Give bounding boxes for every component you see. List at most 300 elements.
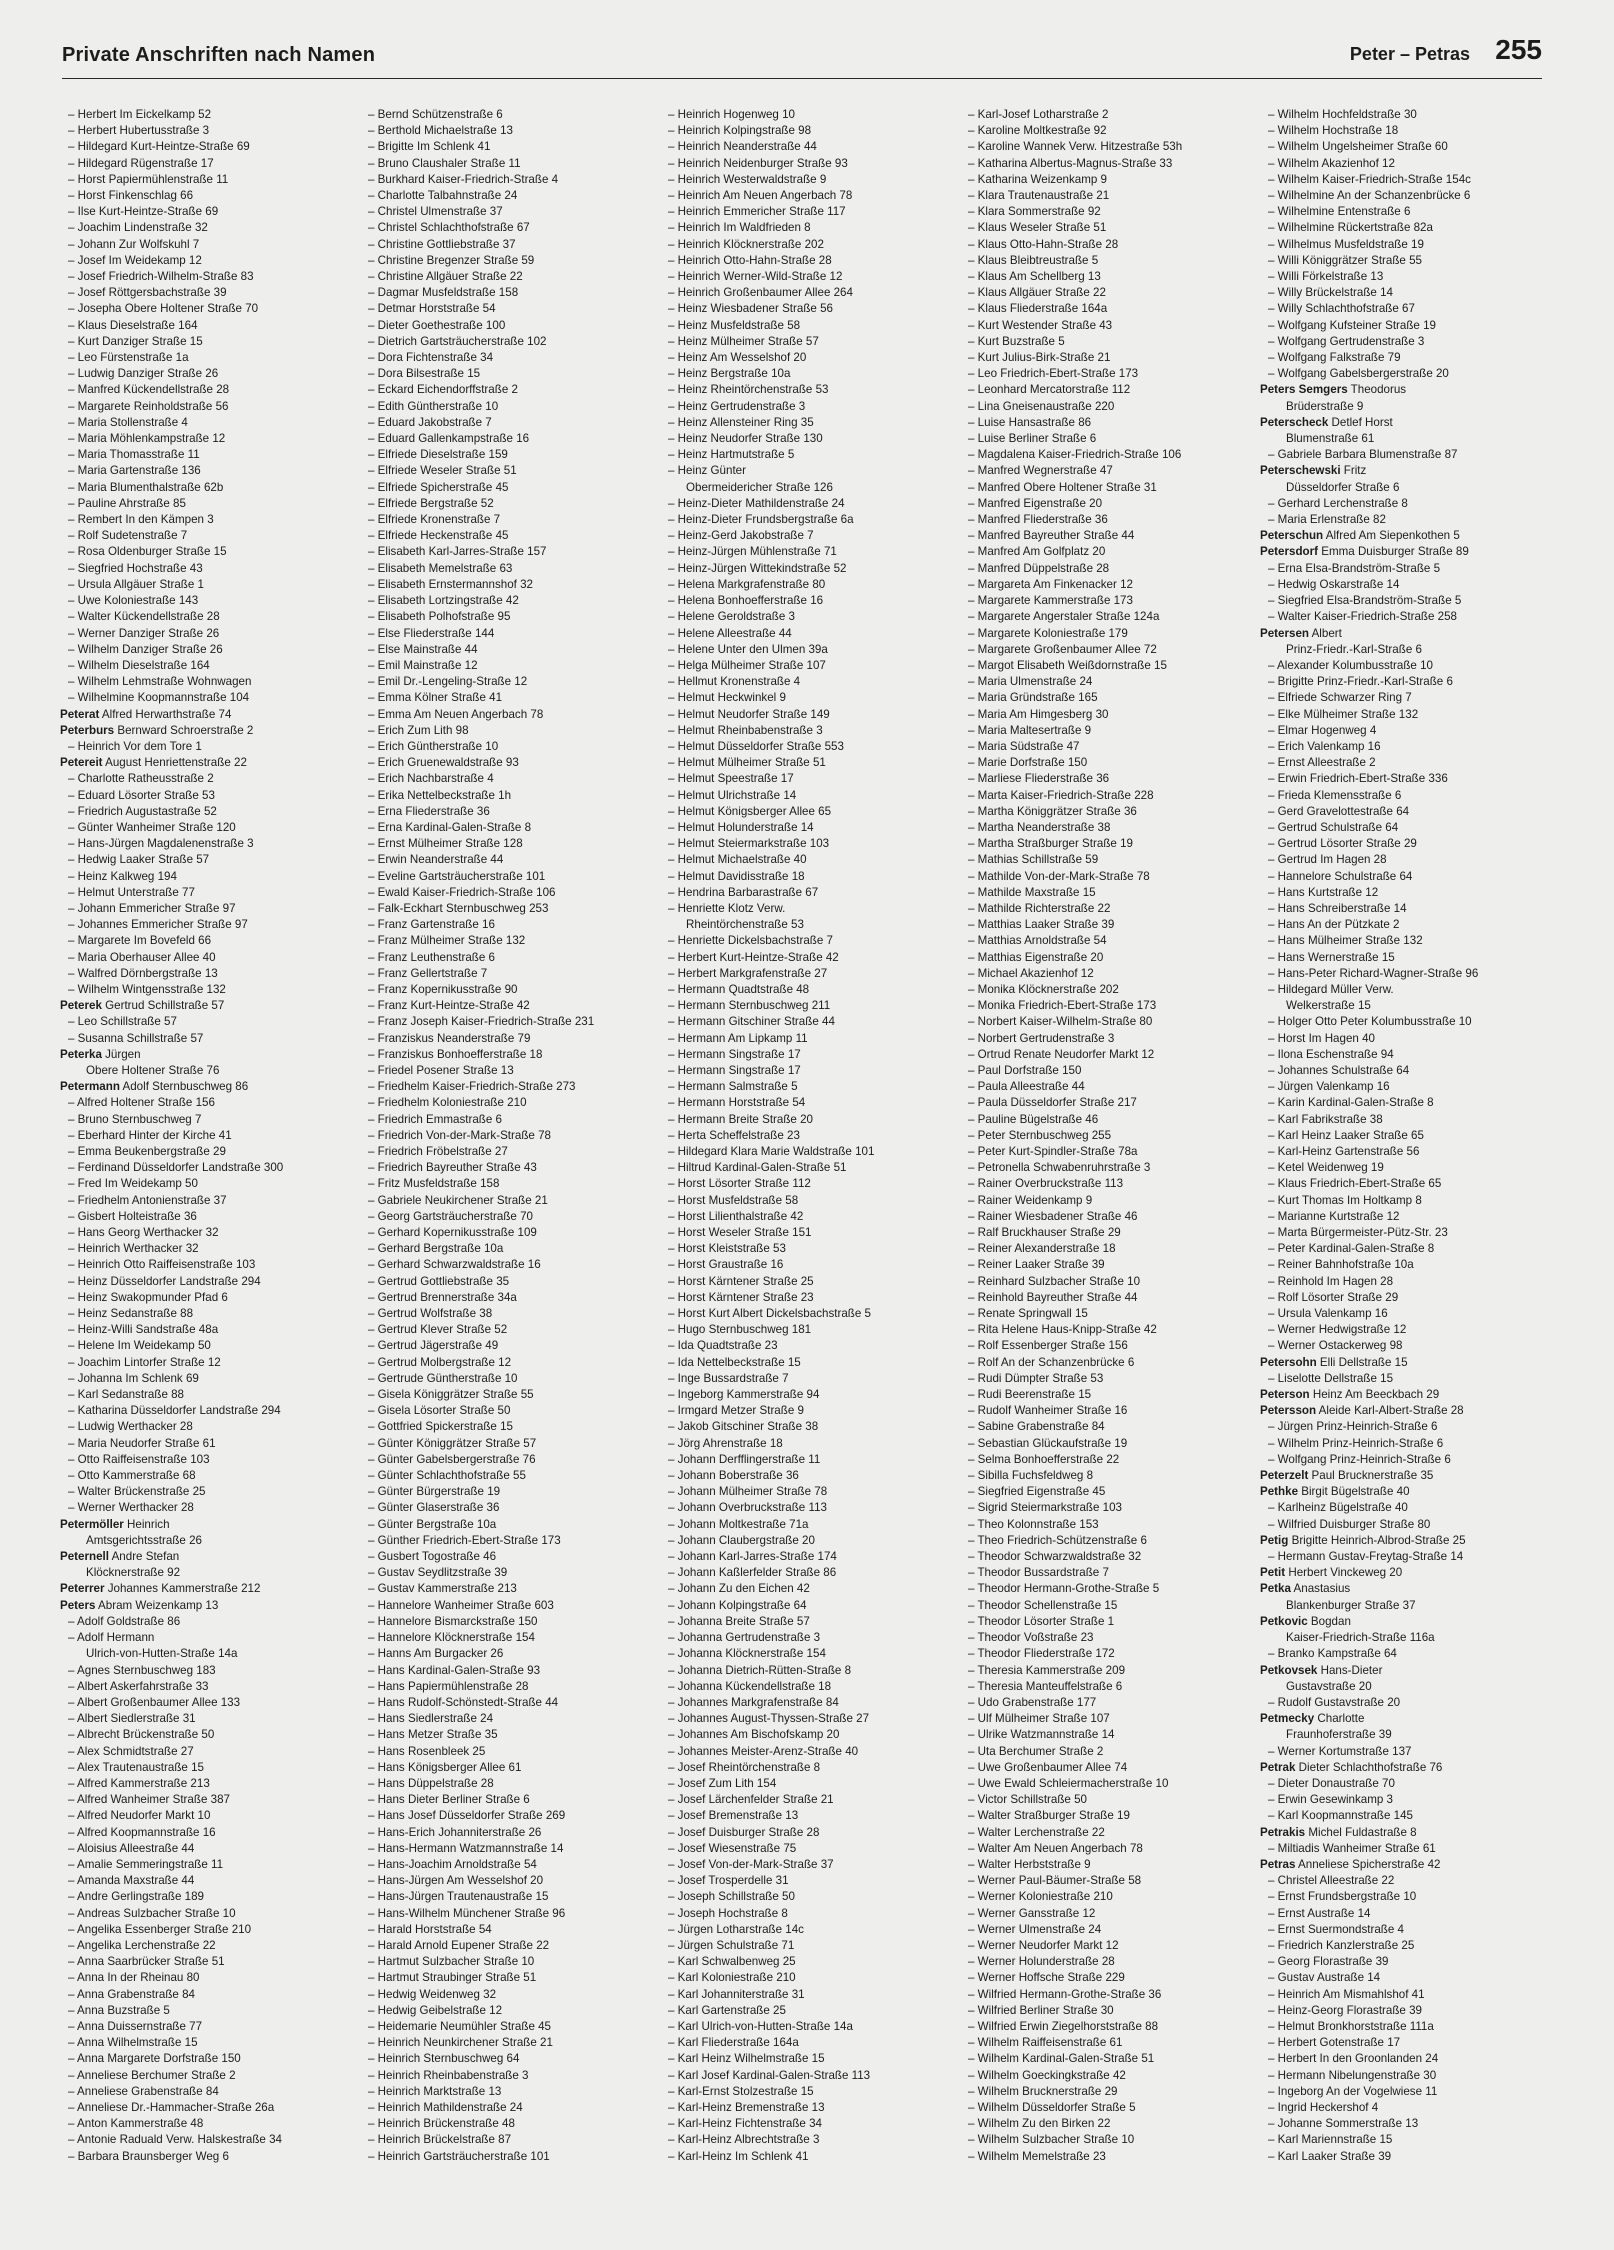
directory-entry: – Berthold Michaelstraße 13 — [368, 124, 513, 138]
directory-entry: – Werner Ostackerweg 98 — [1268, 1339, 1403, 1353]
directory-entry: – Walter Am Neuen Angerbach 78 — [968, 1841, 1143, 1855]
directory-entry: – Ida Quadtstraße 23 — [668, 1339, 778, 1353]
directory-entry: – Johann Zu den Eichen 42 — [668, 1582, 810, 1596]
directory-entry: – Joachim Lindenstraße 32 — [68, 221, 208, 235]
directory-entry: – Fritz Musfeldstraße 158 — [368, 1177, 500, 1191]
directory-entry: – Herbert Hubertusstraße 3 — [68, 124, 210, 138]
directory-entry: – Marianne Kurtstraße 12 — [1268, 1209, 1400, 1223]
directory-entry: – Helmut Neudorfer Straße 149 — [668, 707, 830, 721]
directory-entry: – Mathilde Von-der-Mark-Straße 78 — [968, 869, 1150, 883]
directory-entry: Welkerstraße 15 — [1286, 999, 1371, 1013]
directory-entry: – Albert Großenbaumer Allee 133 — [68, 1695, 241, 1709]
directory-entry: – Wilhelm Hochstraße 18 — [1268, 124, 1399, 138]
directory-entry: – Susanna Schillstraße 57 — [68, 1031, 204, 1045]
directory-entry: – Hans Dieter Berliner Straße 6 — [368, 1793, 530, 1807]
directory-entry: – Christine Bregenzer Straße 59 — [368, 253, 535, 267]
directory-entry: – Horst Kärntener Straße 23 — [668, 1290, 814, 1304]
directory-entry: – Ingeborg An der Vogelwiese 11 — [1268, 2084, 1438, 2098]
directory-entry: – Wilhelm Wintgensstraße 132 — [68, 982, 226, 996]
directory-entry: – Norbert Gertrudenstraße 3 — [968, 1031, 1115, 1045]
directory-entry: – Rudi Dümpter Straße 53 — [968, 1371, 1104, 1385]
directory-entry: – Christel Ulmenstraße 37 — [368, 205, 503, 219]
directory-entry: – Erna Elsa-Brandström-Straße 5 — [1268, 561, 1441, 575]
directory-entry: – Siegfried Elsa-Brandström-Straße 5 — [1268, 594, 1462, 608]
directory-entry: Peterson Heinz Am Beeckbach 29 — [1260, 1388, 1440, 1402]
directory-entry: – Georg Florastraße 39 — [1268, 1955, 1389, 1969]
surname: Peters — [60, 1598, 96, 1612]
surname: Petermann — [60, 1080, 120, 1094]
directory-entry: – Heinz Neudorfer Straße 130 — [668, 432, 823, 446]
directory-entry: – Alfred Holtener Straße 156 — [68, 1096, 215, 1110]
directory-entry: – Theodor Lösorter Straße 1 — [968, 1614, 1115, 1628]
directory-entry: – Hildegard Kurt-Heintze-Straße 69 — [68, 140, 250, 154]
directory-entry: – Franz Leuthenstraße 6 — [368, 950, 495, 964]
directory-entry: – Johanna Klöcknerstraße 154 — [668, 1647, 826, 1661]
directory-entry: – Elisabeth Ernstermannshof 32 — [368, 577, 533, 591]
directory-entry: – Dieter Donaustraße 70 — [1268, 1776, 1395, 1790]
directory-entry: – Margareta Am Finkenacker 12 — [968, 577, 1133, 591]
directory-entry: – Pauline Ahrstraße 85 — [68, 496, 186, 510]
surname: Peternell — [60, 1550, 109, 1564]
directory-entry: – Karl-Josef Lotharstraße 2 — [968, 108, 1109, 121]
directory-entry: – Manfred Bayreuther Straße 44 — [968, 529, 1135, 543]
directory-entry: – Maria Stollenstraße 4 — [68, 415, 188, 429]
directory-entry: Peterschewski Fritz — [1260, 464, 1367, 478]
directory-entry: – Heinrich Vor dem Tore 1 — [68, 739, 202, 753]
directory-entry: – Wilhelmine Rückertstraße 82a — [1268, 221, 1433, 235]
directory-entry: – Andre Gerlingstraße 189 — [68, 1890, 204, 1904]
directory-entry: – Agnes Sternbuschweg 183 — [68, 1663, 216, 1677]
directory-entry: Rheintörchenstraße 53 — [686, 918, 804, 932]
directory-entry: – Johann Mülheimer Straße 78 — [668, 1485, 828, 1499]
directory-entry: – Hans-Peter Richard-Wagner-Straße 96 — [1268, 966, 1479, 980]
directory-entry: – Helmut Davidisstraße 18 — [668, 869, 805, 883]
directory-entry: – Mathilde Maxstraße 15 — [968, 885, 1096, 899]
column-4 — [960, 107, 1260, 2165]
directory-entry: – Margarete Kammerstraße 173 — [968, 594, 1133, 608]
directory-entry: – Hermann Quadtstraße 48 — [668, 982, 810, 996]
directory-entry: – Hiltrud Kardinal-Galen-Straße 51 — [668, 1161, 847, 1175]
directory-entry: – Eduard Jakobstraße 7 — [368, 415, 492, 429]
directory-entry: – Eckard Eichendorffstraße 2 — [368, 383, 518, 397]
directory-entry: – Eberhard Hinter der Kirche 41 — [68, 1128, 232, 1142]
directory-entry: Peterburs Bernward Schroerstraße 2 — [60, 723, 254, 737]
surname: Peterschewski — [1260, 464, 1341, 478]
directory-entry: – Wolfgang Kufsteiner Straße 19 — [1268, 318, 1436, 332]
directory-entry: – Josef Bremenstraße 13 — [668, 1809, 799, 1823]
directory-entry: – Theodor Bussardstraße 7 — [968, 1566, 1109, 1580]
directory-entry: – Gabriele Barbara Blumenstraße 87 — [1268, 448, 1458, 462]
directory-entry: – Walter Herbststraße 9 — [968, 1857, 1091, 1871]
directory-entry: – Miltiadis Wanheimer Straße 61 — [1268, 1841, 1436, 1855]
directory-entry: – Maria Gartenstraße 136 — [68, 464, 201, 478]
directory-entry: – Christel Alleestraße 22 — [1268, 1874, 1395, 1888]
directory-entry: – Alex Schmidtstraße 27 — [68, 1744, 194, 1758]
directory-entry: – Rainer Overbruckstraße 113 — [968, 1177, 1124, 1191]
directory-columns — [60, 107, 1560, 2165]
directory-entry: – Hildegard Rügenstraße 17 — [68, 156, 214, 170]
directory-entry: – Gerhard Bergstraße 10a — [368, 1242, 504, 1256]
directory-entry: – Brigitte Prinz-Friedr.-Karl-Straße 6 — [1268, 675, 1453, 689]
directory-entry: – Hannelore Bismarckstraße 150 — [368, 1614, 538, 1628]
directory-entry: – Siegfried Eigenstraße 45 — [968, 1485, 1106, 1499]
directory-entry: – Gerd Gravelottestraße 64 — [1268, 804, 1410, 818]
directory-entry: – Hans Kurtstraße 12 — [1268, 885, 1379, 899]
directory-entry: – Ferdinand Düsseldorfer Landstraße 300 — [68, 1161, 284, 1175]
directory-entry: – Matthias Laaker Straße 39 — [968, 918, 1115, 932]
directory-entry: – Hartmut Straubinger Straße 51 — [368, 1971, 537, 1985]
directory-entry: – Heinz-Willi Sandstraße 48a — [68, 1323, 219, 1337]
directory-entry: – Marie Dorfstraße 150 — [968, 756, 1088, 770]
directory-entry: – Wilhelm Danziger Straße 26 — [68, 642, 223, 656]
directory-entry: – Angelika Essenberger Straße 210 — [68, 1922, 252, 1936]
directory-entry: – Herta Scheffelstraße 23 — [668, 1128, 800, 1142]
directory-entry: – Karl Mariennstraße 15 — [1268, 2133, 1393, 2147]
directory-entry: – Norbert Kaiser-Wilhelm-Straße 80 — [968, 1015, 1153, 1029]
directory-entry: – Otto Kammerstraße 68 — [68, 1469, 196, 1483]
surname: Petersen — [1260, 626, 1309, 640]
directory-entry: – Heinz Musfeldstraße 58 — [668, 318, 801, 332]
directory-entry: – Wilhelm Zu den Birken 22 — [968, 2117, 1111, 2131]
directory-entry: – Franz Kopernikusstraße 90 — [368, 982, 518, 996]
directory-entry: – Reiner Alexanderstraße 18 — [968, 1242, 1116, 1256]
directory-entry: – Helene Alleestraße 44 — [668, 626, 792, 640]
directory-entry: – Hermann Am Lipkamp 11 — [668, 1031, 808, 1045]
directory-entry: – Franz Mülheimer Straße 132 — [368, 934, 526, 948]
directory-entry: – Theodor Schwarzwaldstraße 32 — [968, 1550, 1142, 1564]
directory-entry: – Werner Neudorfer Markt 12 — [968, 1938, 1119, 1952]
directory-entry: – Hans Siedlerstraße 24 — [368, 1712, 494, 1726]
directory-entry: – Erwin Gesewinkamp 3 — [1268, 1793, 1394, 1807]
directory-entry: – Johann Derfflingerstraße 11 — [668, 1452, 821, 1466]
directory-entry: – Reinhard Sulzbacher Straße 10 — [968, 1274, 1141, 1288]
directory-entry: – Ortrud Renate Neudorfer Markt 12 — [968, 1047, 1155, 1061]
directory-entry: – Karl Laaker Straße 39 — [1268, 2149, 1392, 2163]
directory-entry: – Werner Gansstraße 12 — [968, 1906, 1096, 1920]
directory-entry: – Herbert Im Eickelkamp 52 — [68, 108, 212, 121]
directory-entry: – Emma Beukenbergstraße 29 — [68, 1145, 226, 1158]
directory-entry: – Bernd Schützenstraße 6 — [368, 108, 503, 121]
directory-entry: – Heinz-Dieter Mathildenstraße 24 — [668, 496, 845, 510]
directory-entry: – Rolf Sudetenstraße 7 — [68, 529, 188, 543]
directory-entry: – Hans Schreiberstraße 14 — [1268, 901, 1407, 915]
directory-entry: – Wolfgang Prinz-Heinrich-Straße 6 — [1268, 1452, 1451, 1466]
directory-entry: – Heinrich Brückenstraße 48 — [368, 2117, 515, 2131]
directory-entry: – Margarete Im Bovefeld 66 — [68, 934, 212, 948]
directory-entry: – Karl Fabrikstraße 38 — [1268, 1112, 1383, 1126]
directory-entry: Peterka Jürgen — [60, 1047, 141, 1061]
directory-entry: – Hans-Wilhelm Münchener Straße 96 — [368, 1906, 566, 1920]
directory-entry: – Helga Mülheimer Straße 107 — [668, 658, 826, 672]
directory-entry: Petras Anneliese Spicherstraße 42 — [1260, 1857, 1441, 1871]
directory-entry: – Rudolf Wanheimer Straße 16 — [968, 1404, 1128, 1418]
directory-entry: – Gertrud Klever Straße 52 — [368, 1323, 508, 1337]
directory-entry: – Alfred Neudorfer Markt 10 — [68, 1809, 211, 1823]
directory-entry: – Helmut Ulrichstraße 14 — [668, 788, 797, 802]
directory-entry: – Heinz-Gerd Jakobstraße 7 — [668, 529, 814, 543]
directory-entry: – Gertrud Lösorter Straße 29 — [1268, 837, 1417, 851]
directory-entry: – Wilfried Erwin Ziegelhorststraße 88 — [968, 2019, 1159, 2033]
directory-entry: – Karl Koopmannstraße 145 — [1268, 1809, 1414, 1823]
directory-entry: – Alex Trautenaustraße 15 — [68, 1760, 204, 1774]
directory-entry: – Josef Von-der-Mark-Straße 37 — [668, 1857, 834, 1871]
directory-entry: – Joachim Lintorfer Straße 12 — [68, 1355, 221, 1369]
directory-entry: – Marta Kaiser-Friedrich-Straße 228 — [968, 788, 1154, 802]
directory-entry: – Helmut Speestraße 17 — [668, 772, 794, 786]
directory-entry: – Anna Wilhelmstraße 15 — [68, 2036, 198, 2050]
directory-entry: – Martha Straßburger Straße 19 — [968, 837, 1133, 851]
directory-entry: – Gisela Lösorter Straße 50 — [368, 1404, 511, 1418]
directory-entry: – Emil Dr.-Lengeling-Straße 12 — [368, 675, 528, 689]
directory-entry: – Adolf Goldstraße 86 — [68, 1614, 181, 1628]
directory-entry: – Herbert Markgrafenstraße 27 — [668, 966, 828, 980]
surname: Petersdorf — [1260, 545, 1318, 559]
directory-entry: – Jakob Gitschiner Straße 38 — [668, 1420, 819, 1434]
directory-entry: – Inge Bussardstraße 7 — [668, 1371, 789, 1385]
directory-entry: – Horst Kurt Albert Dickelsbachstraße 5 — [668, 1307, 871, 1321]
directory-entry: – Maria Thomasstraße 11 — [68, 448, 200, 462]
directory-entry: – Horst Musfeldstraße 58 — [668, 1193, 799, 1207]
directory-entry: Amtsgerichtsstraße 26 — [86, 1533, 202, 1547]
directory-entry: – Gustav Austraße 14 — [1268, 1971, 1381, 1985]
directory-entry: – Franziskus Neanderstraße 79 — [368, 1031, 531, 1045]
directory-entry: – Gusbert Togostraße 46 — [368, 1550, 497, 1564]
directory-entry: Petka Anastasius — [1260, 1582, 1351, 1596]
directory-entry: Petkovsek Hans-Dieter — [1260, 1663, 1383, 1677]
directory-entry: – Wilfried Berliner Straße 30 — [968, 2003, 1114, 2017]
directory-entry: – Hellmut Kronenstraße 4 — [668, 675, 801, 689]
directory-entry: – Dieter Goethestraße 100 — [368, 318, 506, 332]
directory-entry: – Gertrud Brennerstraße 34a — [368, 1290, 517, 1304]
directory-entry: – Ulrike Watzmannstraße 14 — [968, 1728, 1115, 1742]
directory-entry: – Heinz Swakopmunder Pfad 6 — [68, 1290, 228, 1304]
directory-entry: – Elisabeth Memelstraße 63 — [368, 561, 513, 575]
directory-entry: – Walter Straßburger Straße 19 — [968, 1809, 1130, 1823]
directory-entry: – Hans Metzer Straße 35 — [368, 1728, 498, 1742]
directory-entry: – Karin Kardinal-Galen-Straße 8 — [1268, 1096, 1434, 1110]
directory-entry: – Alexander Kolumbusstraße 10 — [1268, 658, 1433, 672]
directory-entry: – Edith Güntherstraße 10 — [368, 399, 499, 413]
directory-entry: – Heinz Sedanstraße 88 — [68, 1307, 194, 1321]
surname: Pethke — [1260, 1485, 1299, 1499]
directory-entry: – Ralf Bruckhauser Straße 29 — [968, 1226, 1121, 1240]
directory-entry: – Christine Allgäuer Straße 22 — [368, 270, 523, 284]
directory-entry: – Heinrich Otto-Hahn-Straße 28 — [668, 253, 832, 267]
directory-entry: – Friedhelm Kaiser-Friedrich-Straße 273 — [368, 1080, 576, 1094]
directory-entry: – Hermann Horststraße 54 — [668, 1096, 806, 1110]
directory-entry: – Albert Askerfahrstraße 33 — [68, 1679, 209, 1693]
column-3 — [660, 107, 960, 2165]
directory-entry: Petermöller Heinrich — [60, 1517, 170, 1531]
directory-entry: – Wilhelm Memelstraße 23 — [968, 2149, 1106, 2163]
directory-entry: – Heinrich Neunkirchener Straße 21 — [368, 2036, 553, 2050]
directory-entry: – Selma Bonhoefferstraße 22 — [968, 1452, 1120, 1466]
directory-entry: – Gertrude Güntherstraße 10 — [368, 1371, 518, 1385]
directory-entry: – Elisabeth Karl-Jarres-Straße 157 — [368, 545, 547, 559]
directory-entry: – Alfred Kammerstraße 213 — [68, 1776, 210, 1790]
directory-entry: – Elfriede Spicherstraße 45 — [368, 480, 509, 494]
directory-entry: – Günther Friedrich-Ebert-Straße 173 — [368, 1533, 561, 1547]
directory-entry: – Manfred Fliederstraße 36 — [968, 513, 1108, 527]
directory-entry: – Matthias Eigenstraße 20 — [968, 950, 1104, 964]
directory-entry: – Uwe Großenbaumer Allee 74 — [968, 1760, 1128, 1774]
directory-entry: – Wilhelm Brucknerstraße 29 — [968, 2084, 1118, 2098]
directory-entry: – Amanda Maxstraße 44 — [68, 1874, 195, 1888]
directory-entry: – Jürgen Lotharstraße 14c — [668, 1922, 804, 1936]
directory-entry: – Uwe Ewald Schleiermacherstraße 10 — [968, 1776, 1169, 1790]
directory-entry: – Ludwig Danziger Straße 26 — [68, 367, 219, 381]
directory-entry: – Franz Gellertstraße 7 — [368, 966, 488, 980]
directory-entry: – Klara Trautenaustraße 21 — [968, 189, 1110, 203]
directory-entry: – Rainer Wiesbadener Straße 46 — [968, 1209, 1138, 1223]
directory-entry: – Hildegard Klara Marie Waldstraße 101 — [668, 1145, 875, 1158]
directory-entry: – Paula Alleestraße 44 — [968, 1080, 1085, 1094]
directory-entry: – Günter Königgrätzer Straße 57 — [368, 1436, 537, 1450]
directory-entry: – Ilona Eschenstraße 94 — [1268, 1047, 1394, 1061]
directory-entry: – Werner Hoffsche Straße 229 — [968, 1971, 1125, 1985]
directory-entry: – Ketel Weidenweg 19 — [1268, 1161, 1384, 1175]
directory-entry: – Heinrich Otto Raiffeisenstraße 103 — [68, 1258, 256, 1272]
directory-entry: – Joseph Hochstraße 8 — [668, 1906, 788, 1920]
directory-entry: – Holger Otto Peter Kolumbusstraße 10 — [1268, 1015, 1472, 1029]
directory-entry: – Rita Helene Haus-Knipp-Straße 42 — [968, 1323, 1157, 1337]
directory-entry: – Wilhelmine Koopmannstraße 104 — [68, 691, 250, 705]
directory-entry: – Hildegard Müller Verw. — [1268, 982, 1394, 996]
directory-entry: – Erwin Friedrich-Ebert-Straße 336 — [1268, 772, 1448, 786]
directory-entry: – Gerhard Kopernikusstraße 109 — [368, 1226, 537, 1240]
directory-entry: – Karl-Heinz Fichtenstraße 34 — [668, 2117, 823, 2131]
directory-entry: – Martha Neanderstraße 38 — [968, 820, 1111, 834]
surname: Peterson — [1260, 1388, 1310, 1402]
directory-entry: – Elisabeth Polhofstraße 95 — [368, 610, 511, 624]
directory-entry: – Günter Gabelsbergerstraße 76 — [368, 1452, 536, 1466]
surname: Petka — [1260, 1582, 1291, 1596]
directory-entry: – Werner Danziger Straße 26 — [68, 626, 220, 640]
directory-entry: – Josef Röttgersbachstraße 39 — [68, 286, 227, 300]
directory-entry: – Manfred Kückendellstraße 28 — [68, 383, 230, 397]
directory-entry: – Heinz Am Wesselshof 20 — [668, 351, 807, 365]
directory-entry: – Heinz Wiesbadener Straße 56 — [668, 302, 833, 316]
directory-entry: – Wilhelmine An der Schanzenbrücke 6 — [1268, 189, 1471, 203]
directory-entry: – Helmut Düsseldorfer Straße 553 — [668, 739, 844, 753]
directory-entry: – Helmut Königsberger Allee 65 — [668, 804, 832, 818]
directory-entry: – Karl-Ernst Stolzestraße 15 — [668, 2084, 814, 2098]
directory-entry: – Willy Schlachthofstraße 67 — [1268, 302, 1415, 316]
directory-entry: – Hans Wernerstraße 15 — [1268, 950, 1395, 964]
directory-entry: – Hedwig Geibelstraße 12 — [368, 2003, 503, 2017]
directory-entry: – Herbert Kurt-Heintze-Straße 42 — [668, 950, 839, 964]
directory-entry: – Frieda Klemensstraße 6 — [1268, 788, 1402, 802]
directory-entry: – Leo Friedrich-Ebert-Straße 173 — [968, 367, 1139, 381]
directory-entry: – Heinrich Westerwaldstraße 9 — [668, 172, 827, 186]
directory-entry: – Friedrich Von-der-Mark-Straße 78 — [368, 1128, 551, 1142]
directory-entry: – Josef Duisburger Straße 28 — [668, 1825, 820, 1839]
directory-entry: – Willi Königgrätzer Straße 55 — [1268, 253, 1423, 267]
directory-entry: Petereit August Henriettenstraße 22 — [60, 756, 247, 770]
directory-entry: – Klaus Allgäuer Straße 22 — [968, 286, 1106, 300]
directory-entry: – Johanna Breite Straße 57 — [668, 1614, 810, 1628]
page-title: Private Anschriften nach Namen — [62, 44, 376, 66]
directory-entry: – Elfriede Weseler Straße 51 — [368, 464, 517, 478]
directory-entry: – Kurt Buzstraße 5 — [968, 334, 1065, 348]
directory-entry: – Branko Kampstraße 64 — [1268, 1647, 1397, 1661]
directory-entry: – Klara Sommerstraße 92 — [968, 205, 1101, 219]
directory-entry: – Wolfgang Falkstraße 79 — [1268, 351, 1401, 365]
directory-entry: – Günter Bürgerstraße 19 — [368, 1485, 501, 1499]
directory-entry: – Josef Friedrich-Wilhelm-Straße 83 — [68, 270, 254, 284]
directory-entry: – Johanne Sommerstraße 13 — [1268, 2117, 1419, 2131]
directory-entry: Petig Brigitte Heinrich-Albrod-Straße 25 — [1260, 1533, 1466, 1547]
directory-entry: – Katharina Düsseldorfer Landstraße 294 — [68, 1404, 281, 1418]
directory-entry: Petit Herbert Vinckeweg 20 — [1260, 1566, 1403, 1580]
directory-entry: – Hans-Hermann Watzmannstraße 14 — [368, 1841, 564, 1855]
directory-entry: – Anna In der Rheinau 80 — [68, 1971, 200, 1985]
directory-entry: – Margarete Koloniestraße 179 — [968, 626, 1128, 640]
directory-entry: – Willy Brückelstraße 14 — [1268, 286, 1393, 300]
directory-entry: – Hans Rudolf-Schönstedt-Straße 44 — [368, 1695, 559, 1709]
directory-entry: – Heinz-Georg Florastraße 39 — [1268, 2003, 1423, 2017]
directory-entry: – Johann Emmericher Straße 97 — [68, 901, 236, 915]
directory-entry: – Pauline Bügelstraße 46 — [968, 1112, 1099, 1126]
directory-entry: – Heinrich Neidenburger Straße 93 — [668, 156, 848, 170]
directory-entry: – Franz Joseph Kaiser-Friedrich-Straße 231 — [368, 1015, 595, 1029]
directory-entry: – Friedhelm Antonienstraße 37 — [68, 1193, 227, 1207]
directory-entry: – Helmut Michaelstraße 40 — [668, 853, 807, 867]
directory-entry: – Liselotte Dellstraße 15 — [1268, 1371, 1394, 1385]
directory-entry: – Josef Wiesenstraße 75 — [668, 1841, 797, 1855]
directory-entry: – Heinrich Im Waldfrieden 8 — [668, 221, 811, 235]
directory-entry: – Erich Gruenewaldstraße 93 — [368, 756, 519, 770]
directory-entry: – Günter Bergstraße 10a — [368, 1517, 497, 1531]
directory-entry: – Erich Valenkamp 16 — [1268, 739, 1381, 753]
directory-entry: – Gertrud Gottliebstraße 35 — [368, 1274, 510, 1288]
directory-entry: – Renate Springwall 15 — [968, 1307, 1088, 1321]
directory-entry: – Werner Holunderstraße 28 — [968, 1955, 1115, 1969]
directory-entry: – Helena Markgrafenstraße 80 — [668, 577, 826, 591]
directory-entry: Peters Abram Weizenkamp 13 — [60, 1598, 219, 1612]
directory-entry: – Wilhelm Akazienhof 12 — [1268, 156, 1395, 170]
directory-entry: – Rudolf Gustavstraße 20 — [1268, 1695, 1401, 1709]
directory-entry: – Hermann Gustav-Freytag-Straße 14 — [1268, 1550, 1464, 1564]
directory-entry: – Klaus Dieselstraße 164 — [68, 318, 198, 332]
surname: Peterscheck — [1260, 415, 1329, 429]
column-1 — [60, 107, 360, 2165]
directory-entry: – Karl Koloniestraße 210 — [668, 1971, 796, 1985]
directory-entry: – Theodor Voßstraße 23 — [968, 1631, 1094, 1645]
directory-entry: – Johann Karl-Jarres-Straße 174 — [668, 1550, 837, 1564]
directory-entry: – Peter Sternbuschweg 255 — [968, 1128, 1112, 1142]
directory-entry: – Gerhard Lerchenstraße 8 — [1268, 496, 1408, 510]
directory-entry: – Helmut Bronkhorststraße 111a — [1268, 2019, 1434, 2033]
directory-entry: – Reinhold Im Hagen 28 — [1268, 1274, 1394, 1288]
directory-entry: – Ernst Mülheimer Straße 128 — [368, 837, 523, 851]
directory-entry: – Emil Mainstraße 12 — [368, 658, 478, 672]
directory-entry: – Reiner Laaker Straße 39 — [968, 1258, 1105, 1272]
directory-entry: – Reinhold Bayreuther Straße 44 — [968, 1290, 1138, 1304]
directory-entry: – Heinrich Großenbaumer Allee 264 — [668, 286, 853, 300]
directory-entry: – Klaus Bleibtreustraße 5 — [968, 253, 1099, 267]
directory-entry: – Ernst Austraße 14 — [1268, 1906, 1371, 1920]
directory-entry: – Hedwig Laaker Straße 57 — [68, 853, 210, 867]
directory-entry: – Wilhelm Ungelsheimer Straße 60 — [1268, 140, 1448, 154]
directory-entry: – Elfriede Schwarzer Ring 7 — [1268, 691, 1412, 705]
directory-entry: – Kurt Danziger Straße 15 — [68, 334, 203, 348]
directory-entry: – Theodor Schellenstraße 15 — [968, 1598, 1118, 1612]
directory-entry: – Hans Papiermühlenstraße 28 — [368, 1679, 529, 1693]
directory-entry: – Wilhelm Prinz-Heinrich-Straße 6 — [1268, 1436, 1444, 1450]
directory-entry: – Margarete Angerstaler Straße 124a — [968, 610, 1160, 624]
directory-entry: Fraunhoferstraße 39 — [1286, 1728, 1392, 1742]
